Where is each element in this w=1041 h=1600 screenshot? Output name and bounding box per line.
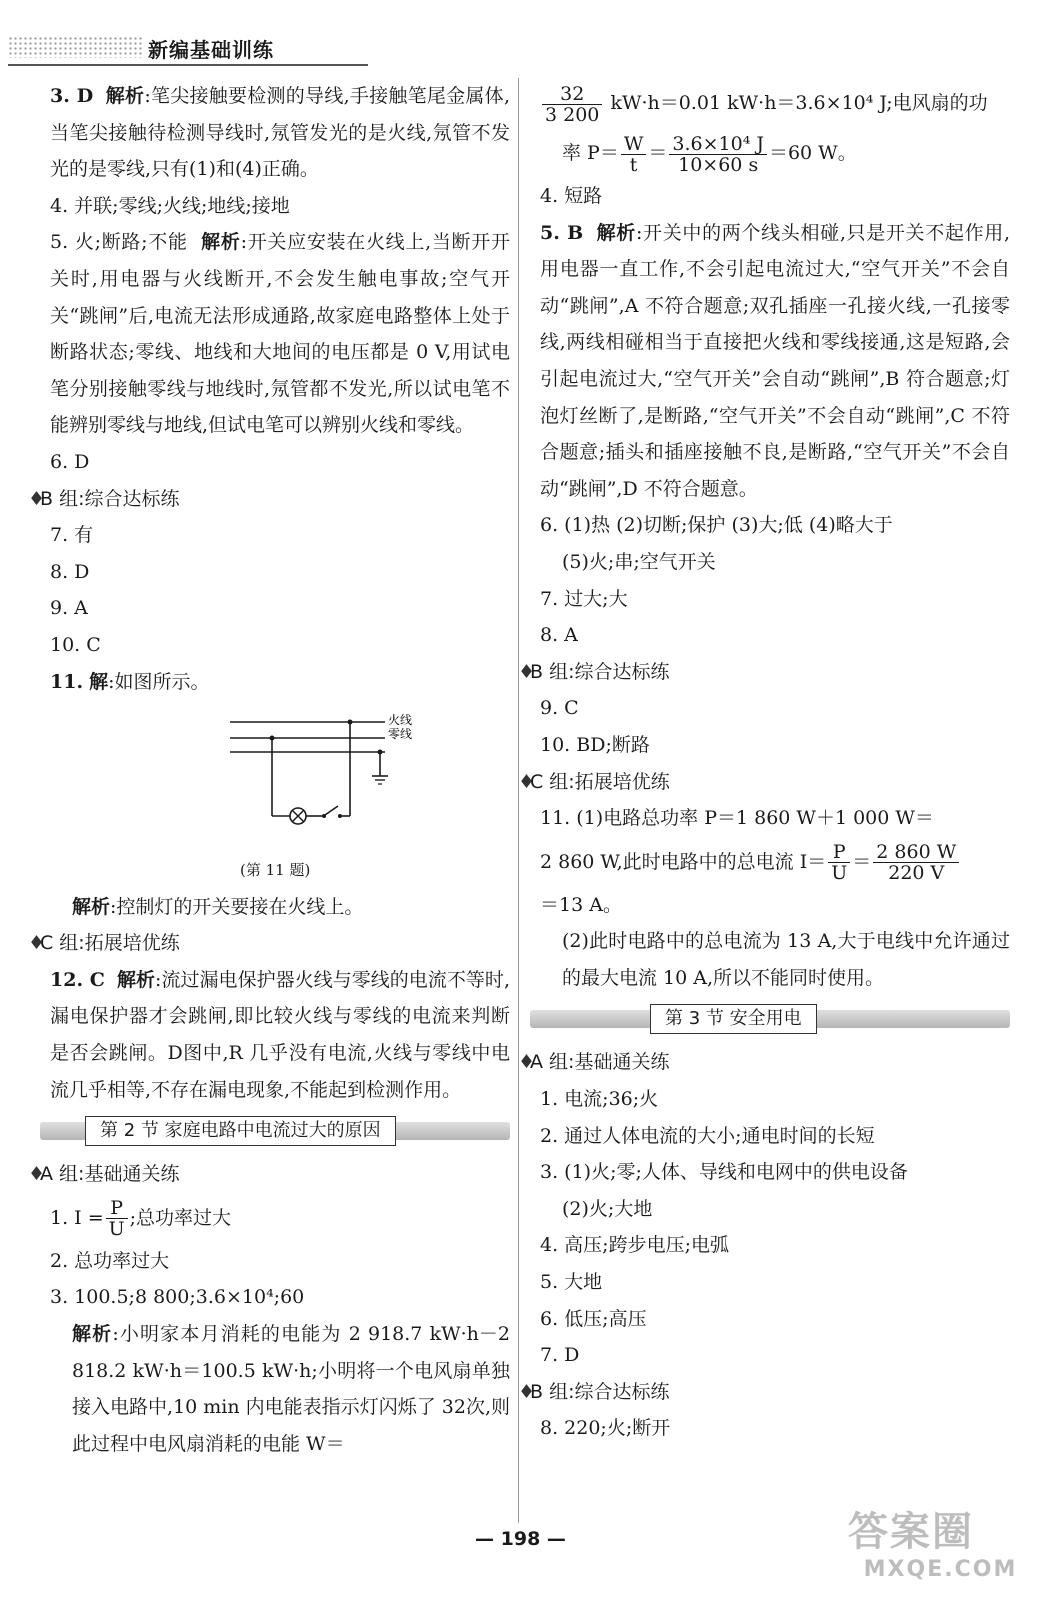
fraction	[542, 84, 602, 125]
fire-line-label: 火线	[388, 713, 413, 728]
answer-s2-2: 2. 总功率过大	[50, 1249, 170, 1272]
figure-caption: (第 11 题)	[240, 861, 311, 880]
formula-suffix: ＝60 W。	[768, 142, 857, 164]
answer-label: 3. D	[50, 85, 94, 107]
diamond-icon: ♦	[518, 770, 536, 793]
answer-s2-7: 7. 过大;大	[540, 587, 628, 610]
left-column	[28, 78, 510, 1462]
watermark-logo	[848, 1500, 1033, 1590]
numerator: W	[621, 134, 647, 155]
watermark-url: MXQE.COM	[863, 1557, 1018, 1582]
group-a-heading	[28, 1156, 510, 1193]
answer-s2-10: 10. BD;断路	[540, 733, 650, 756]
section-3-banner	[530, 1004, 1010, 1034]
numerator: P	[828, 842, 850, 863]
calc-text: kW·h＝0.01 kW·h＝3.6×10⁴ J;电风扇的功	[604, 92, 988, 114]
numerator: P	[106, 1198, 128, 1219]
section-2-banner	[40, 1116, 510, 1146]
answer-4: 4. 并联;零线;火线;地线;接地	[50, 194, 290, 217]
analysis-text: :流过漏电保护器火线与零线的电流不等时,漏电保护器才会跳闸,即比较火线与零线的电流来判断是否会跳闸。D图中,R 几乎没有电流,火线与零线中电流几乎相等,不存在漏电现象,不能起到检测作用。	[50, 968, 510, 1101]
group-a-label: A 组:基础通关练	[530, 1051, 670, 1074]
header-dot-pattern	[8, 36, 143, 58]
group-c-label: C 组:拓展培优练	[530, 770, 670, 793]
answer-label: 5. B	[540, 221, 584, 244]
group-b-label: B 组:综合达标练	[530, 660, 670, 683]
analysis-label: 解析	[105, 85, 145, 107]
circuit-svg	[200, 704, 440, 834]
group-c-label: C 组:拓展培优练	[40, 932, 180, 955]
group-b-heading	[28, 481, 510, 518]
answer-label: 5. 火;断路;不能	[50, 231, 188, 254]
analysis-text: :小明家本月消耗的电能为 2 918.7 kW·h－2 818.2 kW·h＝100.5 kW·h;小明将一个电风扇单独接入电路中,10 min 内电能表指示灯闪烁了 32次,则此过程中电风扇消耗的电能 W＝	[72, 1323, 510, 1455]
right-column	[518, 78, 1010, 1447]
diamond-icon: ♦	[28, 932, 46, 955]
answer-12	[50, 962, 510, 1108]
numerator: 2 860 W	[873, 842, 959, 863]
section-3-title: 第 3 节 安全用电	[650, 1004, 817, 1034]
equals: ＝	[648, 142, 668, 164]
answer-s2-6: 6. (1)热 (2)切断;保护 (3)大;低 (4)略大于	[540, 514, 893, 537]
analysis-label: 解析	[72, 895, 111, 918]
diamond-icon: ♦	[28, 487, 46, 510]
answer-9: 9. A	[50, 597, 88, 620]
fraction	[106, 1198, 128, 1239]
group-b-label: B 组:综合达标练	[40, 487, 180, 510]
fraction	[828, 842, 850, 883]
group-a-heading-2	[518, 1044, 1010, 1081]
answer-s3-2: 2. 通过人体电流的大小;通电时间的长短	[540, 1124, 875, 1147]
answer-s3-3-cont: (2)火;大地	[562, 1197, 653, 1220]
group-b-heading-3	[518, 1374, 1010, 1411]
numerator: 32	[542, 84, 602, 105]
answer-s3-6: 6. 低压;高压	[540, 1307, 647, 1330]
diamond-icon: ♦	[518, 1051, 536, 1074]
answer-s2-3: 3. 100.5;8 800;3.6×10⁴;60	[50, 1286, 305, 1309]
formula-prefix: 2 860 W,此时电路中的总电流 I＝	[540, 850, 827, 873]
answer-s2-9: 9. C	[540, 697, 579, 720]
analysis-label: 解析	[596, 221, 636, 244]
answer-11	[50, 664, 510, 701]
denominator: 3 200	[545, 103, 600, 126]
group-c-heading-2	[518, 764, 1010, 801]
analysis-text: :开关中的两个线头相碰,只是开关不起作用,用电器一直工作,不会引起电流过大,“空气开关”不会自动“跳闸”,A 不符合题意;双孔插座一孔接火线,一孔接零线,两线相碰相当于直接把火线和零线接通,这是短路,会引起电流过大,“空气开关”会自动“跳闸”,B 符合题意;灯泡灯丝断了,是断路,“空气开关”不会自动“跳闸”,C 不符合题意;插头和插座接触不良,是断路,“空气开关”不会自动“跳闸”,D 不符合题意。	[540, 221, 1010, 500]
answer-s2-6-cont: (5)火;串;空气开关	[562, 550, 716, 573]
denominator: t	[629, 153, 638, 176]
formula-prefix: 率 P＝	[562, 142, 619, 164]
analysis-label: 解析	[116, 968, 156, 991]
zero-line-label: 零线	[388, 727, 413, 742]
denominator: 220 V	[888, 862, 945, 885]
equals: ＝	[852, 850, 872, 873]
analysis-text: :笔尖接触要检测的导线,手接触笔尾金属体,当笔尖接触待检测导线时,氖管发光的是火线,氖管不发光的是零线,只有(1)和(4)正确。	[50, 85, 510, 181]
circuit-diagram	[50, 704, 510, 854]
answer-s3-8: 8. 220;火;断开	[540, 1417, 671, 1440]
numerator: 3.6×10⁴ J	[669, 134, 767, 155]
energy-calc	[540, 78, 1010, 128]
answer-3	[50, 78, 510, 188]
fraction	[873, 842, 959, 883]
answer-s2-11-result: ＝13 A。	[540, 893, 622, 916]
solution-text: :如图所示。	[108, 670, 210, 693]
analysis-text: :控制灯的开关要接在火线上。	[110, 895, 364, 918]
column-divider	[518, 78, 519, 1523]
solution-label: 解	[89, 670, 109, 693]
header-rule	[8, 64, 368, 66]
answer-s2-4: 4. 短路	[540, 185, 603, 207]
analysis-label: 解析	[72, 1323, 113, 1346]
answer-6: 6. D	[50, 450, 90, 473]
answer-label: 12. C	[50, 968, 105, 991]
answer-s3-5: 5. 大地	[540, 1271, 603, 1294]
answer-11-analysis	[50, 889, 510, 926]
group-b-label: B 组:综合达标练	[530, 1380, 670, 1403]
denominator: 10×60 s	[678, 153, 759, 176]
answer-s3-7: 7. D	[540, 1344, 580, 1367]
formula-suffix: ;总功率过大	[129, 1206, 232, 1229]
answer-s2-11: 11. (1)电路总功率 P＝1 860 W＋1 000 W＝	[540, 807, 934, 830]
page-number: — 198 —	[475, 1528, 566, 1550]
answer-s2-8: 8. A	[540, 624, 578, 647]
section-2-title: 第 2 节 家庭电路中电流过大的原因	[85, 1116, 396, 1146]
group-b-heading-2	[518, 654, 1010, 691]
group-c-heading	[28, 925, 510, 962]
answer-label: 11.	[50, 670, 84, 693]
diamond-icon: ♦	[28, 1163, 46, 1186]
fraction	[621, 134, 647, 175]
answer-5	[50, 224, 510, 444]
answer-s2-3-analysis	[50, 1316, 510, 1462]
answer-s2-11-part2: (2)此时电路中的总电流为 13 A,大于电线中允许通过的最大电流 10 A,所以不能同时使用。	[562, 930, 1010, 989]
diamond-icon: ♦	[518, 660, 536, 683]
answer-s2-5	[540, 215, 1010, 508]
page-header	[8, 30, 368, 64]
header-title: 新编基础训练	[148, 38, 274, 62]
group-a-label: A 组:基础通关练	[40, 1163, 180, 1186]
formula-prefix: 1. I =	[50, 1206, 104, 1229]
answer-10: 10. C	[50, 633, 101, 656]
answer-s3-3: 3. (1)火;零;人体、导线和电网中的供电设备	[540, 1161, 908, 1184]
answer-7: 7. 有	[50, 524, 94, 547]
answer-s2-11-current	[540, 837, 1010, 887]
watermark-text: 答案圈	[848, 1509, 974, 1555]
analysis-label: 解析	[201, 231, 241, 254]
answer-s3-4: 4. 高压;跨步电压;电弧	[540, 1234, 729, 1257]
denominator: U	[831, 862, 848, 885]
power-calc	[540, 128, 1010, 178]
analysis-text: :开关应安装在火线上,当断开开关时,用电器与火线断开,不会发生触电事故;空气开关“跳闸”后,电流无法形成通路,故家庭电路整体上处于断路状态;零线、地线和大地间的电压都是 0 V,用试电笔分别接触零线与地线时,氖管都不发光,所以试电笔不能辨别零线与地线,但试电笔可以辨别火线和零线。	[50, 231, 510, 437]
answer-8: 8. D	[50, 560, 90, 583]
answer-s2-1	[50, 1193, 510, 1243]
fraction	[669, 134, 767, 175]
answer-s3-1: 1. 电流;36;火	[540, 1088, 659, 1111]
diamond-icon: ♦	[518, 1380, 536, 1403]
denominator: U	[108, 1218, 125, 1241]
